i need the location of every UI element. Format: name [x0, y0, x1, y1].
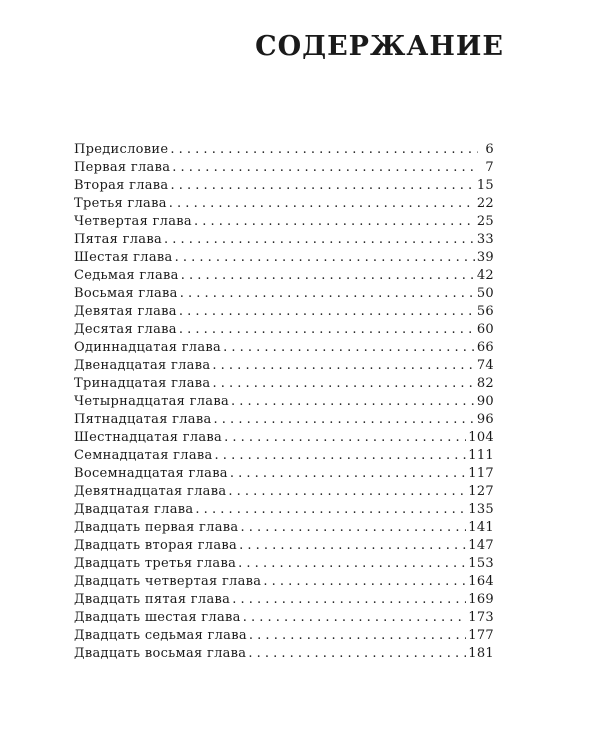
- toc-entry[interactable]: [74, 555, 494, 573]
- toc-entry-page-number: 169: [468, 592, 494, 607]
- toc-entry[interactable]: [74, 177, 494, 195]
- toc-entry[interactable]: [74, 465, 494, 483]
- toc-entry-title: Четырнадцатая глава: [74, 394, 229, 409]
- dot-leader: [214, 411, 475, 429]
- toc-entry-title: Вторая глава: [74, 178, 169, 193]
- toc-entry[interactable]: [74, 645, 494, 663]
- toc-entry-title: Двадцать первая глава: [74, 520, 239, 535]
- toc-entry-title: Пятая глава: [74, 232, 163, 247]
- toc-entry[interactable]: [74, 339, 494, 357]
- toc-entry-title: Десятая глава: [74, 322, 177, 337]
- dot-leader: [194, 213, 475, 231]
- toc-entry-title: Девятая глава: [74, 304, 177, 319]
- dot-leader: [238, 555, 466, 573]
- toc-entry-title: Третья глава: [74, 196, 167, 211]
- toc-entry-title: Шестая глава: [74, 250, 173, 265]
- toc-entry[interactable]: [74, 249, 494, 267]
- toc-entry-page-number: 66: [476, 340, 494, 355]
- toc-entry-page-number: 117: [468, 466, 494, 481]
- dot-leader: [212, 375, 474, 393]
- toc-entry[interactable]: [74, 267, 494, 285]
- dot-leader: [170, 141, 478, 159]
- dot-leader: [169, 195, 475, 213]
- dot-leader: [170, 177, 474, 195]
- toc-entry-title: Одиннадцатая глава: [74, 340, 222, 355]
- toc-entry-page-number: 56: [476, 304, 494, 319]
- toc-entry[interactable]: [74, 375, 494, 393]
- toc-entry-title: Двадцать седьмая глава: [74, 628, 247, 643]
- dot-leader: [164, 231, 475, 249]
- toc-entry[interactable]: [74, 609, 494, 627]
- dot-leader: [231, 393, 475, 411]
- dot-leader: [240, 519, 466, 537]
- toc-entry-title: Тринадцатая глава: [74, 376, 211, 391]
- toc-entry-page-number: 15: [476, 178, 494, 193]
- dot-leader: [172, 159, 478, 177]
- dot-leader: [175, 249, 475, 267]
- toc-entry[interactable]: [74, 141, 494, 159]
- dot-leader: [249, 627, 466, 645]
- dot-leader: [215, 447, 467, 465]
- toc-entry-page-number: 39: [476, 250, 494, 265]
- toc-entry-page-number: 33: [476, 232, 494, 247]
- toc-entry-page-number: 74: [476, 358, 494, 373]
- toc-entry-page-number: 42: [476, 268, 494, 283]
- toc-entry-page-number: 135: [468, 502, 494, 517]
- toc-entry[interactable]: [74, 537, 494, 555]
- toc-entry-title: Семнадцатая глава: [74, 448, 213, 463]
- toc-entry[interactable]: [74, 213, 494, 231]
- toc-entry[interactable]: [74, 231, 494, 249]
- toc-entry-title: Девятнадцатая глава: [74, 484, 227, 499]
- toc-entry[interactable]: [74, 303, 494, 321]
- toc-entry[interactable]: [74, 447, 494, 465]
- toc-entry-page-number: 50: [476, 286, 494, 301]
- toc-entry-page-number: 141: [468, 520, 494, 535]
- toc-entry[interactable]: [74, 483, 494, 501]
- toc-entry[interactable]: [74, 357, 494, 375]
- dot-leader: [179, 303, 475, 321]
- toc-entry-title: Двадцать восьмая глава: [74, 646, 247, 661]
- toc-entry-title: Четвертая глава: [74, 214, 192, 229]
- toc-entry[interactable]: [74, 159, 494, 177]
- dot-leader: [263, 573, 466, 591]
- dot-leader: [239, 537, 466, 555]
- toc-entry[interactable]: [74, 393, 494, 411]
- toc-entry-page-number: 96: [476, 412, 494, 427]
- toc-entry-page-number: 82: [476, 376, 494, 391]
- toc-entry[interactable]: [74, 501, 494, 519]
- toc-entry-title: Двадцать пятая глава: [74, 592, 231, 607]
- toc-entry-title: Двадцать шестая глава: [74, 610, 241, 625]
- table-of-contents: [74, 141, 494, 663]
- toc-entry[interactable]: [74, 411, 494, 429]
- dot-leader: [243, 609, 467, 627]
- toc-entry-page-number: 104: [468, 430, 494, 445]
- toc-entry-page-number: 173: [468, 610, 494, 625]
- dot-leader: [248, 645, 466, 663]
- dot-leader: [230, 465, 466, 483]
- toc-entry-title: Первая глава: [74, 160, 171, 175]
- toc-entry-page-number: 6: [485, 142, 494, 157]
- dot-leader: [180, 285, 475, 303]
- toc-entry-title: Пятнадцатая глава: [74, 412, 212, 427]
- toc-entry-title: Двадцать четвертая глава: [74, 574, 262, 589]
- dot-leader: [181, 267, 475, 285]
- toc-entry[interactable]: [74, 321, 494, 339]
- toc-entry[interactable]: [74, 285, 494, 303]
- dot-leader: [179, 321, 475, 339]
- toc-entry[interactable]: [74, 591, 494, 609]
- toc-entry-page-number: 60: [476, 322, 494, 337]
- page-title: СОДЕРЖАНИЕ: [255, 31, 504, 62]
- toc-entry-page-number: 25: [476, 214, 494, 229]
- toc-entry-page-number: 177: [468, 628, 494, 643]
- toc-entry-title: Двадцатая глава: [74, 502, 194, 517]
- toc-entry-page-number: 181: [468, 646, 494, 661]
- dot-leader: [228, 483, 466, 501]
- toc-entry-page-number: 153: [468, 556, 494, 571]
- toc-entry-title: Предисловие: [74, 142, 169, 157]
- toc-entry[interactable]: [74, 627, 494, 645]
- toc-entry-page-number: 127: [468, 484, 494, 499]
- dot-leader: [232, 591, 466, 609]
- toc-entry-page-number: 90: [476, 394, 494, 409]
- toc-entry-title: Двадцать вторая глава: [74, 538, 238, 553]
- toc-entry-title: Седьмая глава: [74, 268, 179, 283]
- toc-entry-page-number: 111: [468, 448, 494, 463]
- toc-entry[interactable]: [74, 519, 494, 537]
- toc-entry-title: Восемнадцатая глава: [74, 466, 228, 481]
- toc-entry-title: Двенадцатая глава: [74, 358, 211, 373]
- toc-entry-page-number: 147: [468, 538, 494, 553]
- dot-leader: [223, 339, 475, 357]
- toc-entry-title: Восьмая глава: [74, 286, 178, 301]
- toc-entry-page-number: 164: [468, 574, 494, 589]
- toc-entry[interactable]: [74, 573, 494, 591]
- toc-entry-title: Двадцать третья глава: [74, 556, 237, 571]
- dot-leader: [224, 429, 466, 447]
- toc-entry[interactable]: [74, 429, 494, 447]
- dot-leader: [195, 501, 466, 519]
- toc-entry-page-number: 22: [476, 196, 494, 211]
- toc-entry-title: Шестнадцатая глава: [74, 430, 223, 445]
- toc-entry-page-number: 7: [485, 160, 494, 175]
- toc-entry[interactable]: [74, 195, 494, 213]
- dot-leader: [212, 357, 474, 375]
